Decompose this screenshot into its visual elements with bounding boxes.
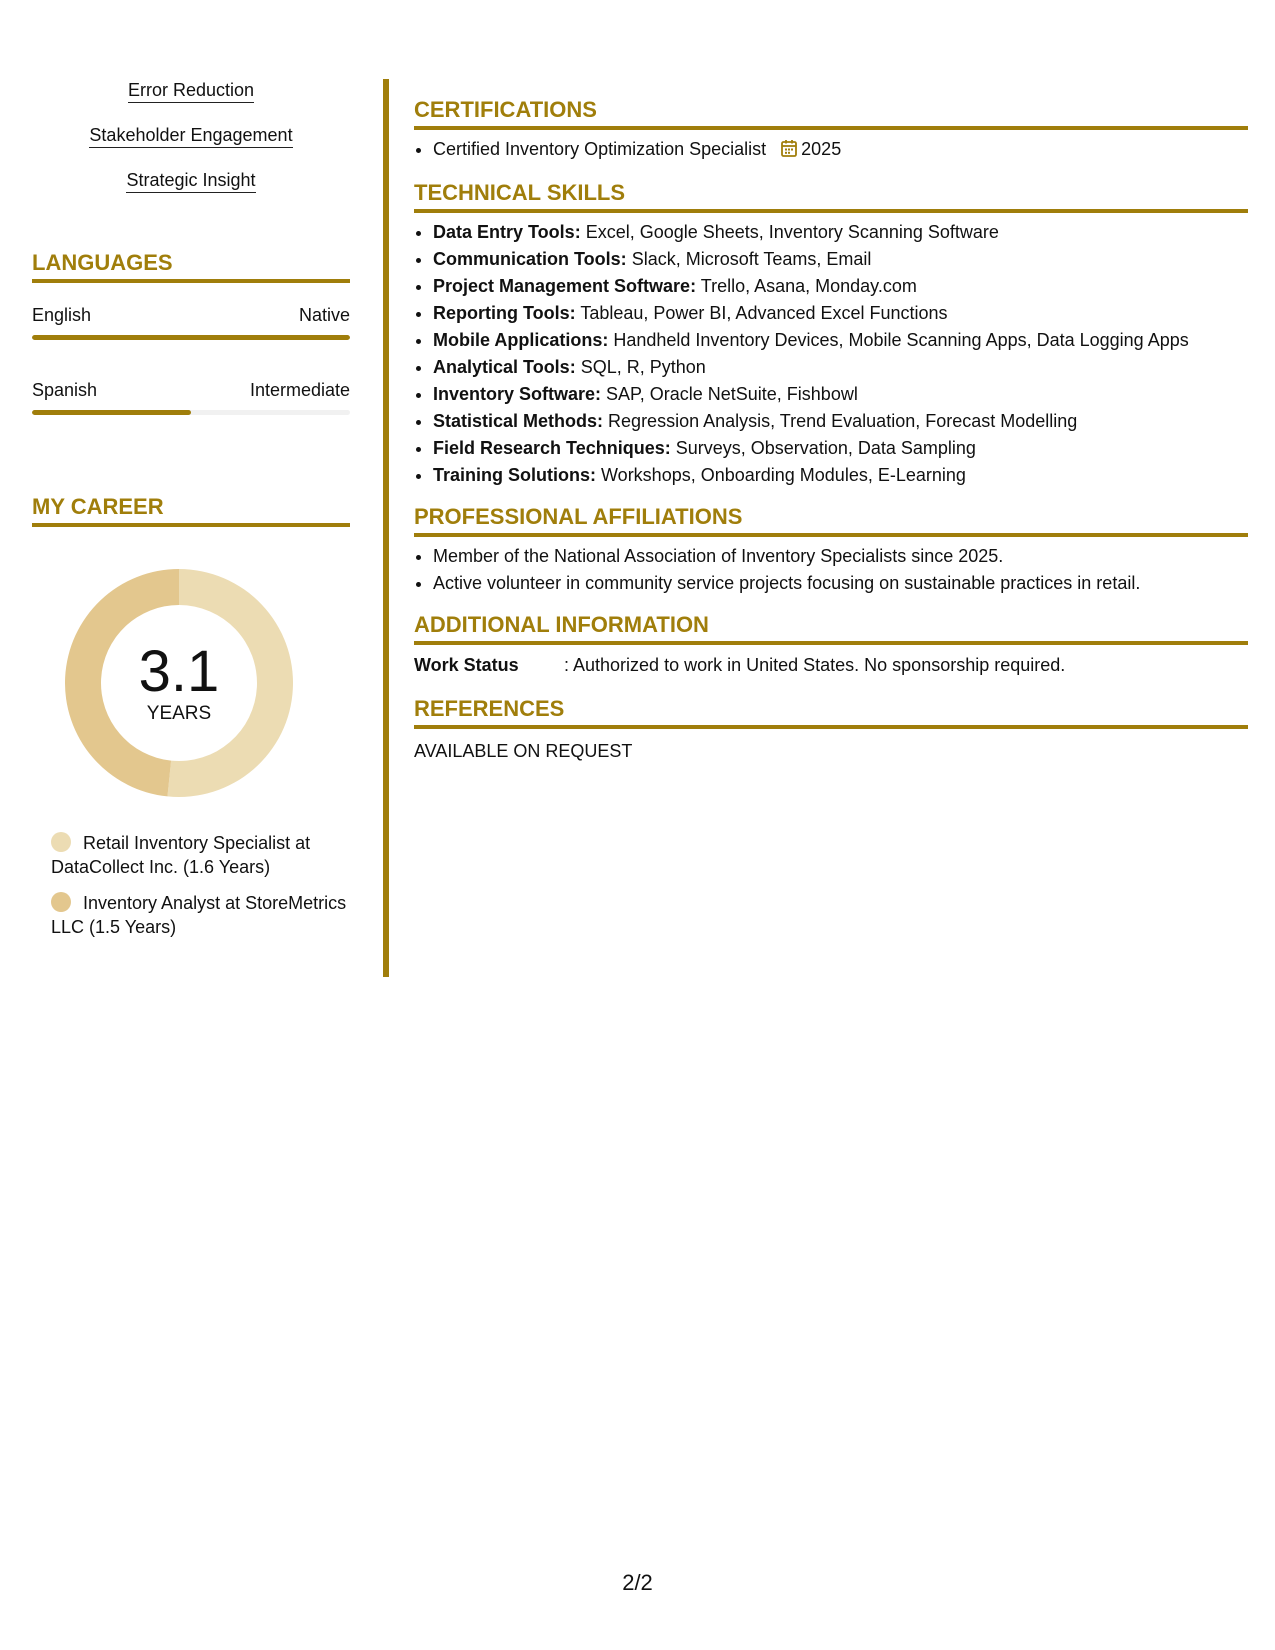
language-item [32, 378, 350, 415]
page-number: 2/2 [622, 1570, 653, 1595]
work-status-label: Work Status [414, 655, 519, 675]
skill-value: Excel, Google Sheets, Inventory Scanning Software [585, 222, 999, 242]
skill-item [433, 300, 1248, 327]
affiliations-title: PROFESSIONAL AFFILIATIONS [414, 503, 1248, 537]
career-legend-item: Retail Inventory Specialist at DataCollect Inc. (1.6 Years) [51, 833, 311, 877]
skill-label: Analytical Tools: [433, 357, 576, 377]
certifications-list [414, 136, 1248, 165]
skill-item [433, 273, 1248, 300]
language-item [32, 303, 350, 340]
skill-label: Statistical Methods: [433, 411, 604, 431]
certification-year: 2025 [801, 139, 842, 159]
career-total: 3.1 [138, 639, 220, 704]
skill-value: SQL, R, Python [580, 357, 706, 377]
skill-label: Communication Tools: [433, 249, 627, 269]
skill-value: Regression Analysis, Trend Evaluation, Forecast Modelling [608, 411, 1078, 431]
affiliation-item: • Active volunteer in community service projects focusing on sustainable practices in retail. [433, 570, 1248, 597]
career-donut [65, 569, 293, 797]
language-name: English [32, 305, 92, 325]
strength-item: Strategic Insight [32, 168, 350, 193]
strength-item: Stakeholder Engagement [32, 123, 350, 148]
skill-item [433, 219, 1248, 246]
language-bar [32, 335, 350, 340]
skill-label: Inventory Software: [433, 384, 602, 404]
skill-item [433, 354, 1248, 381]
language-bar-fill [32, 335, 350, 340]
skills-title: TECHNICAL SKILLS [414, 179, 1248, 213]
certifications-title: CERTIFICATIONS [414, 96, 1248, 130]
language-name: Spanish [32, 380, 98, 400]
skill-value: Trello, Asana, Monday.com [700, 276, 917, 296]
references-title: REFERENCES [414, 695, 1248, 729]
calendar-icon [781, 138, 797, 165]
certification-item: • Certified Inventory Optimization Specialist 2025 [433, 136, 1248, 165]
skill-item [433, 408, 1248, 435]
skill-item [433, 462, 1248, 489]
strength-item: Error Reduction [32, 78, 350, 103]
skill-value: Workshops, Onboarding Modules, E-Learning [601, 465, 966, 485]
language-level: Intermediate [249, 380, 350, 400]
career-legend-item: Inventory Analyst at StoreMetrics LLC (1.5 Years) [51, 893, 347, 937]
affiliations-list [414, 543, 1248, 597]
skill-label: Field Research Techniques: [433, 438, 671, 458]
main-content [414, 78, 1248, 763]
skill-value: Surveys, Observation, Data Sampling [675, 438, 976, 458]
additional-info-title: ADDITIONAL INFORMATION [414, 611, 1248, 645]
references-value: AVAILABLE ON REQUEST [414, 741, 633, 761]
skill-value: Tableau, Power BI, Advanced Excel Functions [580, 303, 948, 323]
language-level: Native [298, 305, 350, 325]
skill-label: Reporting Tools: [433, 303, 576, 323]
skill-item [433, 327, 1248, 354]
skills-list [414, 219, 1248, 489]
strengths-list [32, 78, 350, 193]
legend-dot [51, 832, 71, 852]
skill-label: Training Solutions: [433, 465, 596, 485]
work-status-row [414, 653, 1248, 677]
skill-label: Mobile Applications: [433, 330, 609, 350]
career-unit: YEARS [146, 703, 212, 724]
column-divider [383, 79, 389, 977]
career-title: MY CAREER [32, 493, 350, 527]
sidebar [32, 78, 350, 951]
languages-title: LANGUAGES [32, 249, 350, 283]
skill-item [433, 435, 1248, 462]
career-legend [51, 831, 351, 939]
skill-label: Project Management Software: [433, 276, 697, 296]
skill-label: Data Entry Tools: [433, 222, 581, 242]
work-status-value: : Authorized to work in United States. No sponsorship required. [564, 655, 1066, 675]
skill-value: Handheld Inventory Devices, Mobile Scanning Apps, Data Logging Apps [613, 330, 1189, 350]
skill-item [433, 381, 1248, 408]
skill-item [433, 246, 1248, 273]
affiliation-item: • Member of the National Association of Inventory Specialists since 2025. [433, 543, 1248, 570]
skill-value: Slack, Microsoft Teams, Email [631, 249, 872, 269]
skill-value: SAP, Oracle NetSuite, Fishbowl [606, 384, 858, 404]
legend-dot [51, 892, 71, 912]
